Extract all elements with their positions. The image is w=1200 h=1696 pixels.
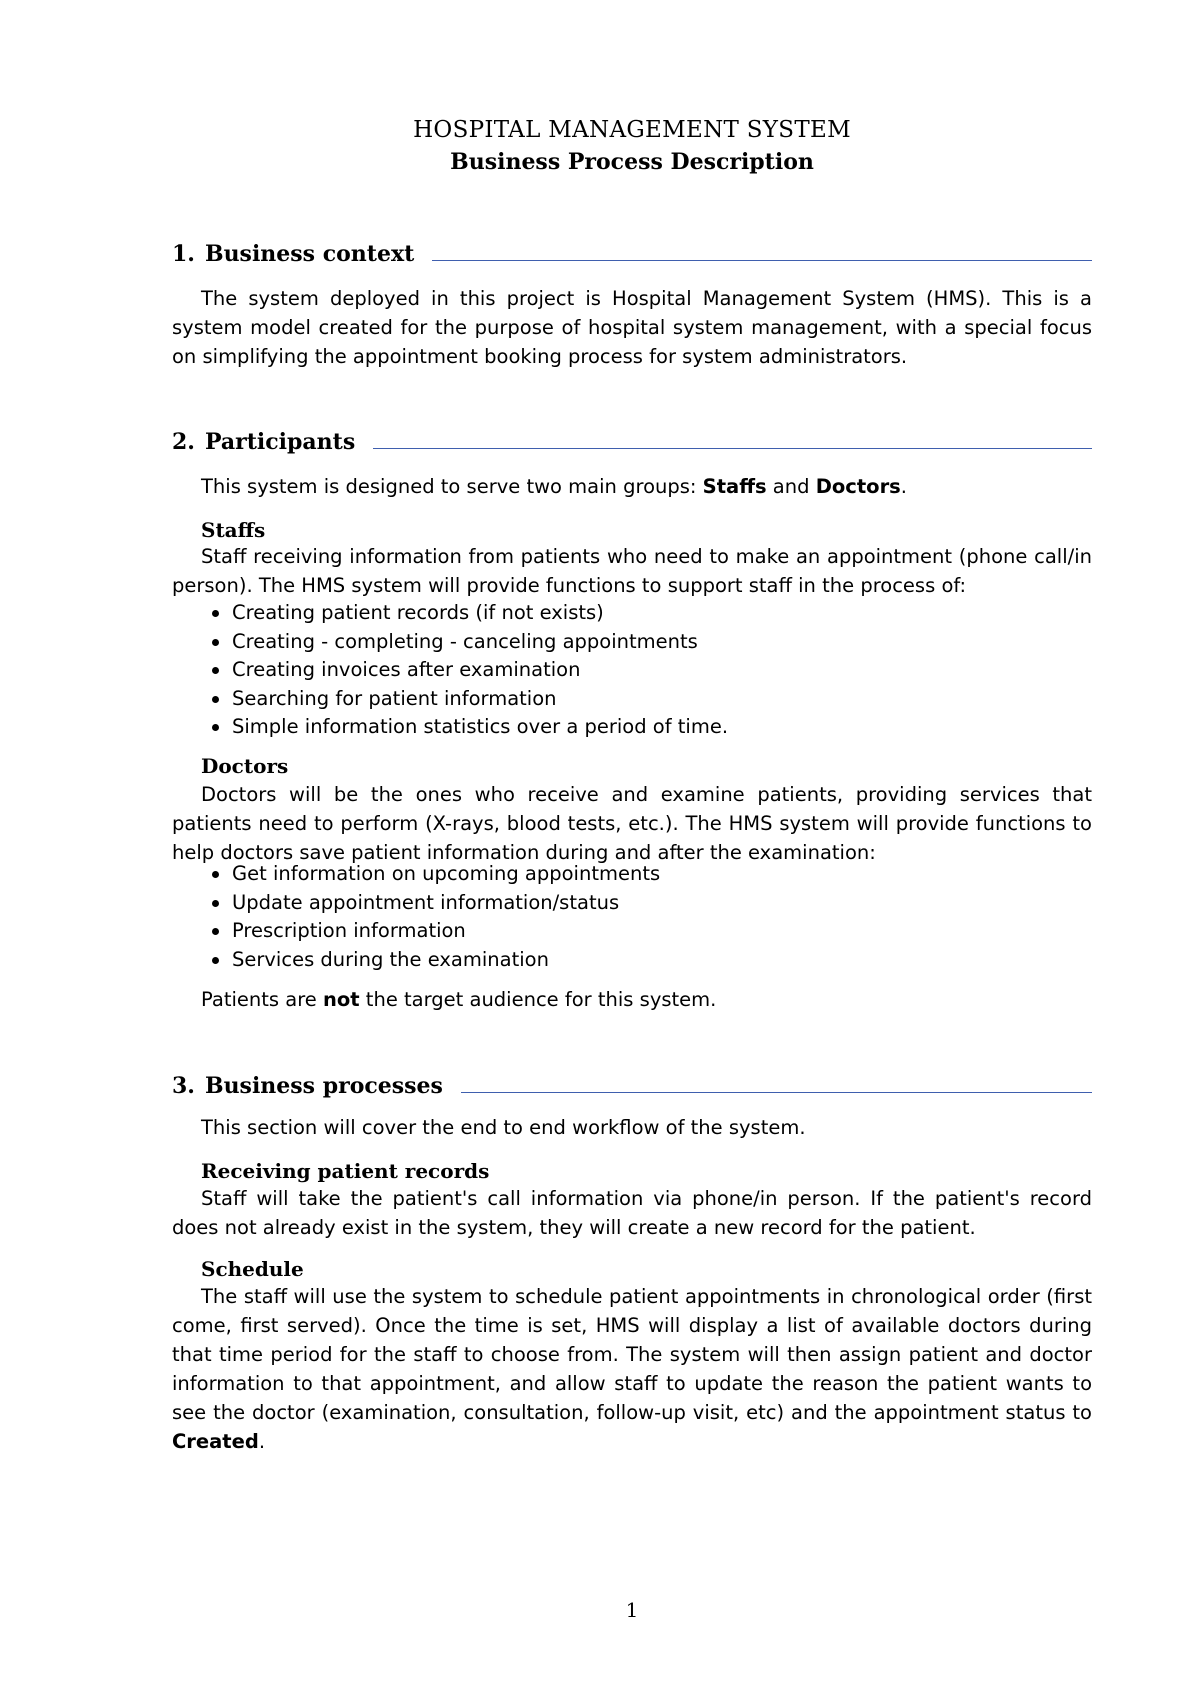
list-item-text: Update appointment information/status xyxy=(232,890,620,914)
section-title: Business context xyxy=(204,241,415,267)
participants-group-doctors: Doctors xyxy=(815,475,901,498)
schedule-heading: Schedule xyxy=(201,1257,304,1281)
doctors-function-list xyxy=(210,860,1070,974)
business-context-paragraph: The system deployed in this project is Hospital Management System (HMS). This is a system model created for the purpose of hospital system management, with a special focus on simplifying the appointment booking process for system administrators. xyxy=(172,287,1092,368)
business-processes-intro: This section will cover the end to end workflow of the system. xyxy=(201,1116,806,1139)
receiving-records-paragraph: Staff will take the patient's call information via phone/in person. If the patient's record does not already exist in the system, they will create a new record for the patient. xyxy=(172,1187,1092,1239)
staffs-function-list xyxy=(210,599,1070,742)
list-item xyxy=(210,946,1070,975)
list-item-text: Creating patient records (if not exists) xyxy=(232,601,604,624)
list-item xyxy=(210,628,1070,657)
section-rule xyxy=(432,260,1092,261)
bullet-icon xyxy=(212,928,219,935)
staffs-heading: Staffs xyxy=(201,518,266,542)
list-item-text: Searching for patient information xyxy=(232,686,557,710)
list-item xyxy=(210,685,1070,714)
list-item xyxy=(210,917,1070,946)
receiving-records-heading: Receiving patient records xyxy=(201,1159,490,1183)
section-heading-participants xyxy=(172,425,1092,459)
participants-intro-period: . xyxy=(900,475,907,498)
audience-note xyxy=(172,985,1092,1014)
document-page xyxy=(172,0,1092,1696)
section-heading-business-context xyxy=(172,237,1092,271)
list-item xyxy=(210,860,1070,889)
staffs-paragraph: Staff receiving information from patients who need to make an appointment (phone call/in person). The HMS system will provide functions to support staff in the process of: xyxy=(172,545,1092,597)
section-rule xyxy=(461,1092,1092,1093)
schedule-paragraph xyxy=(172,1282,1092,1456)
schedule-paragraph-text: The staff will use the system to schedule patient appointments in chronological order (first come, first served). Once the time is set, HMS will display a list of available doctors during that time period for the staff to choose from. The system will then assign patient and doctor information to that appointment, and allow staff to update the reason the patient wants to see the doctor (examination, consultation, follow-up visit, etc) and the appointment status to xyxy=(172,1285,1092,1424)
section-number: 2. xyxy=(172,429,195,455)
section-rule xyxy=(373,448,1092,449)
document-title: HOSPITAL MANAGEMENT SYSTEM xyxy=(413,117,851,143)
section-title: Business processes xyxy=(204,1073,443,1099)
document-subtitle: Business Process Description xyxy=(450,149,814,175)
bullet-icon xyxy=(212,639,219,646)
section-number: 1. xyxy=(172,241,195,267)
list-item-text: Simple information statistics over a period of time. xyxy=(232,715,729,738)
list-item xyxy=(210,889,1070,918)
audience-note-text: Patients are xyxy=(201,988,323,1011)
section-heading-business-processes xyxy=(172,1069,1092,1103)
section-title: Participants xyxy=(204,429,356,455)
appointment-status-created: Created xyxy=(172,1430,259,1453)
list-item xyxy=(210,599,1070,628)
list-item xyxy=(210,713,1070,742)
audience-note-emphasis: not xyxy=(323,988,360,1011)
doctors-heading: Doctors xyxy=(201,754,289,778)
section-number: 3. xyxy=(172,1073,195,1099)
list-item-text: Creating - completing - canceling appointments xyxy=(232,629,698,653)
list-item-text: Services during the examination xyxy=(232,947,549,971)
bullet-icon xyxy=(212,667,219,674)
audience-note-text-end: the target audience for this system. xyxy=(359,988,717,1011)
list-item-text: Prescription information xyxy=(232,919,466,942)
list-item-text: Creating invoices after examination xyxy=(232,658,581,681)
doctors-paragraph: Doctors will be the ones who receive and examine patients, providing services that patients need to perform (X-rays, blood tests, etc.). The HMS system will provide functions to help doctors save patient information during and after the examination: xyxy=(172,783,1092,864)
bullet-icon xyxy=(212,871,219,878)
participants-intro-and: and xyxy=(766,475,816,498)
list-item-text: Get information on upcoming appointments xyxy=(232,862,661,885)
participants-group-staffs: Staffs xyxy=(702,475,767,498)
list-item xyxy=(210,656,1070,685)
bullet-icon xyxy=(212,724,219,731)
page-number: 1 xyxy=(625,1598,639,1622)
participants-intro xyxy=(172,472,1092,501)
bullet-icon xyxy=(212,696,219,703)
bullet-icon xyxy=(212,610,219,617)
schedule-paragraph-end: . xyxy=(258,1430,266,1453)
bullet-icon xyxy=(212,900,219,907)
bullet-icon xyxy=(212,957,219,964)
participants-intro-text: This system is designed to serve two main groups: xyxy=(201,475,703,498)
